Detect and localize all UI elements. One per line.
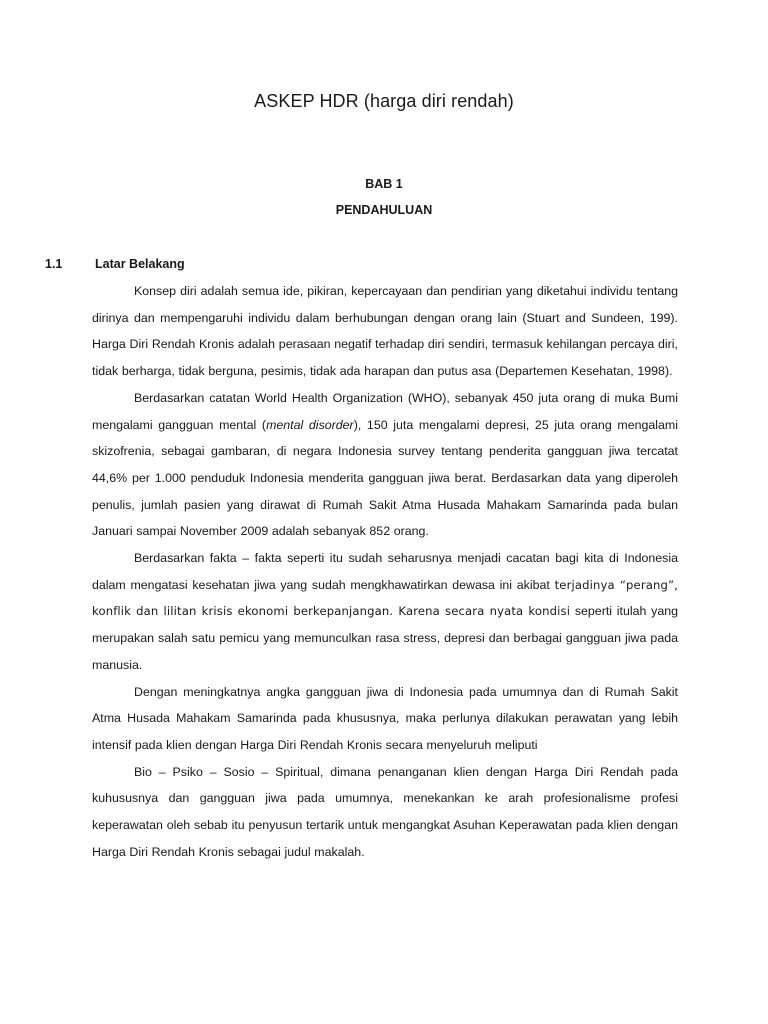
document-title: ASKEP HDR (harga diri rendah) xyxy=(254,91,514,111)
paragraph-3-text-c: seperti itulah yang merupakan salah satu pemicu yang memunculkan rasa stress, depresi dan berbagai gangguan jiwa pada manusia. xyxy=(92,604,678,672)
paragraph-4: Dengan meningkatnya angka gangguan jiwa di Indonesia pada umumnya dan di Rumah Sakit Atma Husada Mahakam Samarinda pada khususnya, maka perlunya dilakukan perawatan yang lebih intensif pada klien dengan Harga Diri Rendah Kronis secara menyeluruh meliputi xyxy=(92,684,678,752)
section-title: Latar Belakang xyxy=(95,257,185,271)
paragraph-2-emphasis: mental disorder xyxy=(266,417,354,432)
paragraph-1: Konsep diri adalah semua ide, pikiran, kepercayaan dan pendirian yang diketahui individu tentang dirinya dan mempengaruhi individu dalam berhubungan dengan orang lain (Stuart and Sundeen, 199). Harga Diri Rendah Kronis adalah perasaan negatif terhadap diri sendiri, termasuk kehilangan percaya diri, tidak berharga, tidak berguna, pesimis, tidak ada harapan dan putus asa (Departemen Kesehatan, 1998). xyxy=(92,284,678,379)
paragraph-3-text-a: Berdasarkan fakta – fakta seperti itu sudah seharusnya menjadi cacatan bagi kita di Indonesia dalam mengatasi kesehatan jiwa yang sudah mengkhawatirkan dewasa ini akibat xyxy=(92,551,678,592)
body-text xyxy=(92,278,678,865)
paragraph-3-text-b: terjadinya “perang”, konflik dan lilitan krisis ekonomi berkepanjangan. Karena secara nyata kondisi xyxy=(92,577,678,619)
paragraph-2-text-a: Berdasarkan catatan World Health Organization (WHO), sebanyak 450 juta orang di muka Bumi mengalami gangguan mental ( xyxy=(92,390,678,432)
paragraph-3 xyxy=(92,545,678,679)
section-number: 1.1 xyxy=(45,257,63,271)
paragraph-2-text-b: ), 150 juta mengalami depresi, 25 juta orang mengalami skizofrenia, sebagai gambaran, di negara Indonesia survey tentang penderita gangguan jiwa tercatat 44,6% per 1.000 penduduk Indonesia menderita gangguan jiwa berat. Berdasarkan data yang diperoleh penulis, jumlah pasien yang dirawat di Rumah Sakit Atma Husada Mahakam Samarinda pada bulan Januari sampai November 2009 adalah sebanyak 852 orang. xyxy=(92,417,678,539)
paragraph-2 xyxy=(92,385,678,545)
chapter-number: BAB 1 xyxy=(365,177,403,191)
paragraph-5: Bio – Psiko – Sosio – Spiritual, dimana penanganan klien dengan Harga Diri Rendah pada kuhususnya dan gangguan jiwa pada umumnya, menekankan ke arah profesionalisme profesi keperawatan oleh sebab itu penyusun tertarik untuk mengangkat Asuhan Keperawatan pada klien dengan Harga Diri Rendah Kronis sebagai judul makalah. xyxy=(92,764,678,859)
chapter-title: PENDAHULUAN xyxy=(335,203,433,217)
section-heading xyxy=(45,256,185,272)
